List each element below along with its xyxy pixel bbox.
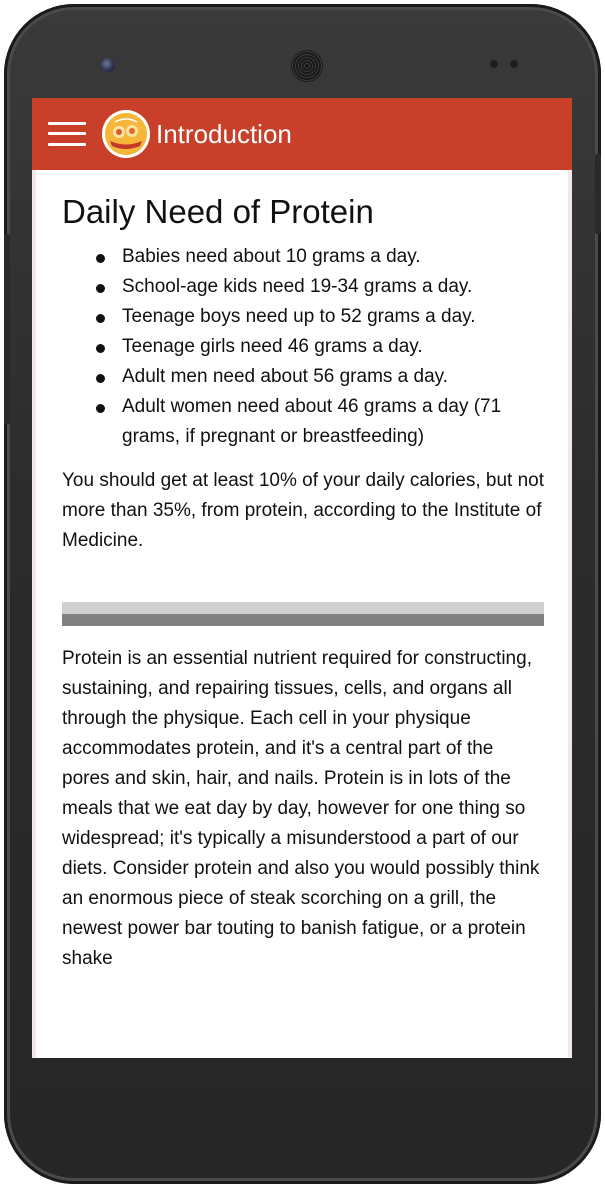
menu-bar-line	[48, 143, 86, 146]
divider-light-band	[62, 602, 544, 614]
proteins-logo-graphic	[102, 110, 150, 158]
list-item: Babies need about 10 grams a day.	[122, 242, 544, 272]
menu-bar-line	[48, 132, 86, 135]
page-title: Daily Need of Protein	[62, 193, 374, 230]
menu-bar-line	[48, 122, 86, 125]
front-camera	[101, 58, 115, 72]
list-item: Teenage girls need 46 grams a day.	[122, 332, 544, 362]
daily-need-list	[62, 242, 544, 452]
proximity-sensor	[490, 60, 498, 68]
volume-button	[4, 234, 10, 424]
light-sensor	[510, 60, 518, 68]
app-screen	[32, 98, 572, 1058]
article	[62, 188, 544, 974]
calorie-paragraph: You should get at least 10% of your daily calories, but not more than 35%, from protein, according to the Institute of Medicine.	[62, 470, 544, 551]
list-item: School-age kids need 19-34 grams a day.	[122, 272, 544, 302]
section-divider	[62, 602, 544, 626]
earpiece-speaker	[291, 50, 323, 82]
divider-dark-band	[62, 614, 544, 626]
proteins-logo-icon	[102, 110, 150, 158]
content-area	[32, 170, 572, 1058]
list-item: Adult women need about 46 grams a day (71 grams, if pregnant or breastfeeding)	[122, 392, 544, 452]
hamburger-menu-icon[interactable]	[48, 120, 86, 148]
intro-paragraph: Protein is an essential nutrient required for constructing, sustaining, and repairing tissues, cells, and organs all through the physique. Each cell in your physique accommodates protein, and it's a central part of the pores and skin, hair, and nails. Protein is in lots of the meals that we eat day by day, however for one thing so widespread; it's typically a misunderstood a part of our diets. Consider protein and also you would possibly think an enormous piece of steak scorching on a grill, the newest power bar touting to banish fatigue, or a protein shake	[62, 648, 540, 969]
app-bar-title: Introduction	[156, 119, 292, 149]
list-item: Adult men need about 56 grams a day.	[122, 362, 544, 392]
app-bar	[32, 98, 572, 170]
power-button	[595, 154, 601, 234]
list-item: Teenage boys need up to 52 grams a day.	[122, 302, 544, 332]
